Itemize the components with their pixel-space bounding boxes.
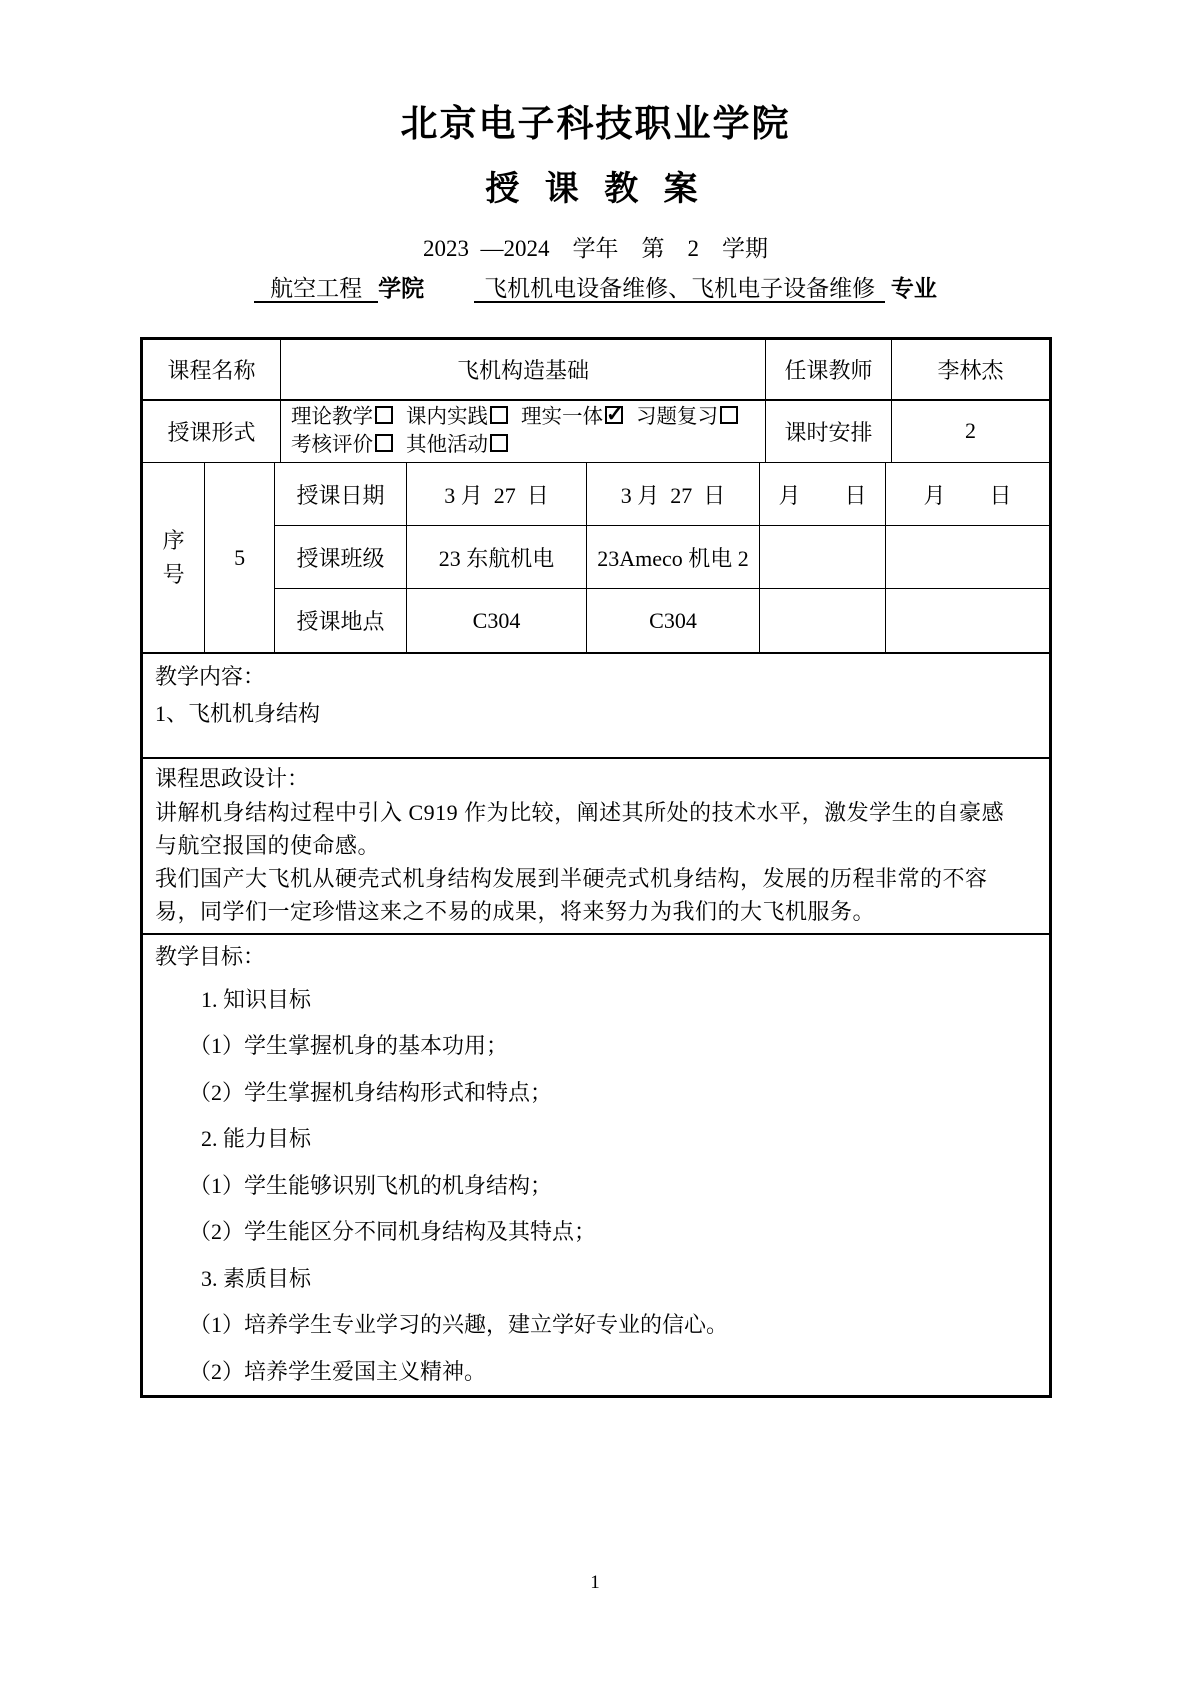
teaching-form-row xyxy=(143,401,1049,464)
form-option-考核评价 xyxy=(291,434,393,456)
page-number: 1 xyxy=(590,1572,600,1593)
hours-value: 2 xyxy=(965,418,976,444)
teaching-content-title: 教学内容： xyxy=(155,664,266,690)
teaching-goals-section xyxy=(143,933,1049,1396)
date-class2: 3 月 27 日 xyxy=(587,463,760,525)
date-class3: 月 日 xyxy=(760,463,886,525)
location-row-label: 授课地点 xyxy=(275,589,407,652)
location2: C304 xyxy=(587,589,760,652)
goal-item: （2）学生掌握机身结构形式和特点； xyxy=(189,1079,553,1105)
form-option-label: 课内实践 xyxy=(406,406,488,429)
teaching-goals-list xyxy=(155,977,1035,1396)
form-options-line2 xyxy=(291,431,521,459)
class-name2: 23Ameco 机电 2 xyxy=(587,526,760,588)
form-option-label: 考核评价 xyxy=(291,434,373,457)
schedule-row-class xyxy=(275,526,1049,589)
document-title: 授 课 教 案 xyxy=(485,170,706,208)
teaching-goals-title: 教学目标： xyxy=(155,943,266,969)
form-option-label: 理论教学 xyxy=(291,406,373,429)
checkbox-checked-icon xyxy=(605,406,623,424)
course-name-value: 飞机构造基础 xyxy=(281,340,766,399)
ideology-line: 我们国产大飞机从硬壳式机身结构发展到半硬壳式机身结构，发展的历程非常的不容 xyxy=(155,865,988,891)
goal-item: 2. 能力目标 xyxy=(201,1126,312,1151)
schedule-block xyxy=(143,463,1049,652)
ideology-line: 易，同学们一定珍惜这来之不易的成果，将来努力为我们的大飞机服务。 xyxy=(155,898,876,924)
ideology-design-title: 课程思政设计： xyxy=(155,765,310,791)
ideology-line: 讲解机身结构过程中引入 C919 作为比较，阐述其所处的技术水平，激发学生的自豪感 xyxy=(155,799,1005,825)
major-label: 专业 xyxy=(890,275,937,301)
teaching-content-item: 1、飞机机身结构 xyxy=(155,701,321,727)
location4 xyxy=(886,589,1049,652)
college-name: 航空工程 xyxy=(254,276,378,303)
serial-number-label: 序号 xyxy=(162,527,185,587)
teaching-form-options xyxy=(281,401,766,463)
college-label: 学院 xyxy=(378,275,425,301)
date-class1: 3 月 27 日 xyxy=(407,463,587,525)
class-name3 xyxy=(760,526,886,588)
ideology-line: 与航空报国的使命感。 xyxy=(155,832,381,858)
academic-term-line: 2023 —2024 学年 第 2 学期 xyxy=(423,236,768,261)
goal-item: 1. 知识目标 xyxy=(201,986,312,1012)
goal-item: （2）学生能区分不同机身结构及其特点； xyxy=(189,1219,597,1244)
schedule-rows xyxy=(275,463,1049,652)
form-option-label: 理实一体 xyxy=(521,406,603,429)
teaching-content-section xyxy=(143,652,1049,756)
date-class4: 月 日 xyxy=(923,482,1012,508)
college-major-line xyxy=(139,272,1052,305)
teacher-label: 任课教师 xyxy=(766,340,892,399)
teacher-name: 李林杰 xyxy=(937,357,1004,383)
class-row-label: 授课班级 xyxy=(275,526,407,588)
form-option-理论教学 xyxy=(291,406,393,428)
form-option-label: 其他活动 xyxy=(406,434,488,457)
checkbox-empty-icon xyxy=(720,406,738,424)
goal-item: （1）培养学生专业学习的兴趣，建立学好专业的信心。 xyxy=(189,1312,729,1337)
goal-item: （2）培养学生爱国主义精神。 xyxy=(189,1358,487,1384)
form-option-习题复习 xyxy=(636,406,738,428)
goal-item: （1）学生能够识别飞机的机身结构； xyxy=(189,1172,553,1198)
course-name-label: 课程名称 xyxy=(143,340,281,399)
goal-item: 3. 素质目标 xyxy=(201,1265,312,1291)
class-name1: 23 东航机电 xyxy=(407,526,587,588)
form-options-line1 xyxy=(291,403,751,431)
lesson-info-table xyxy=(140,337,1052,1398)
form-option-label: 习题复习 xyxy=(636,406,718,429)
course-name-row xyxy=(143,340,1049,401)
goal-item: （1）学生掌握机身的基本功用； xyxy=(189,1033,509,1058)
checkbox-empty-icon xyxy=(375,406,393,424)
major-name: 飞机机电设备维修、飞机电子设备维修 xyxy=(474,276,885,303)
ideology-design-section xyxy=(143,757,1049,933)
form-option-理实一体 xyxy=(521,406,623,428)
schedule-row-location xyxy=(275,589,1049,652)
class-name4 xyxy=(886,526,1049,588)
form-option-课内实践 xyxy=(406,406,508,428)
checkbox-empty-icon xyxy=(490,406,508,424)
form-option-其他活动 xyxy=(406,434,508,456)
hours-label: 课时安排 xyxy=(766,401,892,463)
location3 xyxy=(760,589,886,652)
checkbox-empty-icon xyxy=(490,434,508,452)
serial-number-label-cell xyxy=(143,463,205,652)
school-title: 北京电子科技职业学院 xyxy=(400,103,791,144)
document-header xyxy=(139,0,1052,305)
location1: C304 xyxy=(407,589,587,652)
teaching-form-label: 授课形式 xyxy=(143,401,281,463)
serial-number-value: 5 xyxy=(205,463,275,652)
checkbox-empty-icon xyxy=(375,434,393,452)
date-row-label: 授课日期 xyxy=(275,463,407,525)
schedule-row-date xyxy=(275,463,1049,526)
